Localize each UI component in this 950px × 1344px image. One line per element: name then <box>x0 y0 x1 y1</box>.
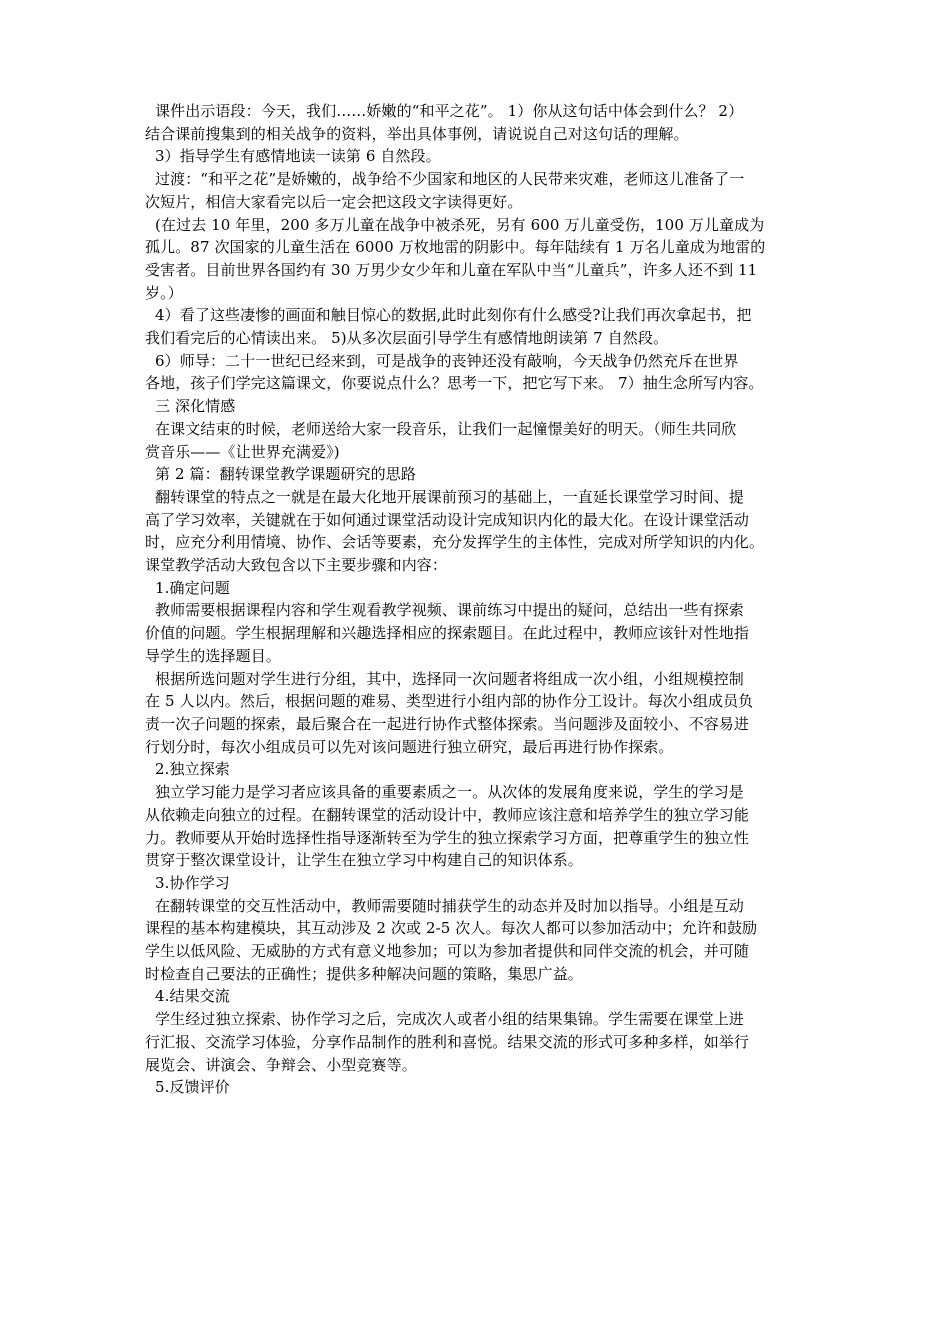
text-line: 课程的基本构建模块，其互动涉及 2 次或 2-5 次人。每次人都可以参加活动中；允许和鼓励 <box>145 919 758 938</box>
text-line: 行划分时，每次小组成员可以先对该问题进行独立研究，最后再进行协作探索。 <box>145 737 674 756</box>
text-line: 独立学习能力是学习者应该具备的重要素质之一。从次体的发展角度来说，学生的学习是 <box>155 783 744 802</box>
text-line: 孤儿。87 次国家的儿童生活在 6000 万枚地雷的阴影中。每年陆续有 1 万名儿童成为地雷的 <box>145 238 766 257</box>
text-line: 力。教师要从开始时选择性指导逐渐转至为学生的独立探索学习方面，把尊重学生的独立性 <box>145 828 750 847</box>
section-heading: 三 深化情感 <box>155 397 236 416</box>
text-line: 展览会、讲演会、争辩会、小型竞赛等。 <box>145 1055 417 1074</box>
text-line: 行汇报、交流学习体验，分享作品制作的胜利和喜悦。结果交流的形式可多种多样，如举行 <box>145 1032 750 1051</box>
text-line: 课堂教学活动大致包含以下主要步骤和内容： <box>145 556 448 575</box>
text-line: 时检查自己要法的正确性；提供多种解决问题的策略，集思广益。 <box>145 964 583 983</box>
text-line: 在翻转课堂的交互性活动中，教师需要随时捕获学生的动态并及时加以指导。小组是互动 <box>155 896 744 915</box>
document-page <box>145 100 825 1099</box>
text-line: 结合课前搜集到的相关战争的资料，举出具体事例，请说说自己对这句话的理解。 <box>145 124 689 143</box>
text-line: 责一次子问题的探索，最后聚合在一起进行协作式整体探索。当问题涉及面较小、不容易进 <box>145 714 750 733</box>
step-heading: 4.结果交流 <box>155 987 230 1006</box>
text-line: 岁。） <box>145 283 183 302</box>
step-heading: 1.确定问题 <box>155 578 230 597</box>
text-line: 高了学习效率，关键就在于如何通过课堂活动设计完成知识内化的最大化。在设计课堂活动 <box>145 510 750 529</box>
step-heading: 2.独立探索 <box>155 760 230 779</box>
text-line: 3）指导学生有感情地读一读第 6 自然段。 <box>155 147 441 166</box>
text-line: 赏音乐——《让世界充满爱》) <box>145 442 340 461</box>
text-line: 价值的问题。学生根据理解和兴趣选择相应的探索题目。在此过程中，教师应该针对性地指 <box>145 624 750 643</box>
text-line: 在 5 人以内。然后，根据问题的难易、类型进行小组内部的协作分工设计。每次小组成员负 <box>145 692 754 711</box>
text-line: 4）看了这些凄惨的画面和触目惊心的数据,此时此刻你有什么感受?让我们再次拿起书，把 <box>155 306 752 325</box>
step-heading: 3.协作学习 <box>155 873 230 892</box>
text-line: 翻转课堂的特点之一就是在最大化地开展课前预习的基础上，一直延长课堂学习时间、提 <box>155 487 744 506</box>
text-line: 学生以低风险、无威胁的方式有意义地参加；可以为参加者提供和同伴交流的机会，并可随 <box>145 942 750 961</box>
text-line: 根据所选问题对学生进行分组，其中，选择同一次问题者将组成一次小组，小组规模控制 <box>155 669 744 688</box>
text-line: 6）师导：二十一世纪已经来到，可是战争的丧钟还没有敲响，今天战争仍然充斥在世界 <box>155 351 739 370</box>
text-line: 贯穿于整次课堂设计，让学生在独立学习中构建自己的知识体系。 <box>145 851 583 870</box>
text-line: 课件出示语段：今天，我们……娇嫩的“和平之花”。 1）你从这句话中体会到什么？ 2） <box>155 102 744 120</box>
step-heading: 5.反馈评价 <box>155 1078 230 1097</box>
text-line: 各地，孩子们学完这篇课文，你要说点什么？思考一下，把它写下来。 7）抽生念所写内容。 <box>145 374 764 393</box>
text-line: 受害者。目前世界各国约有 30 万男少女少年和儿童在军队中当“儿童兵”，许多人还不到 11 <box>145 260 758 279</box>
text-line: (在过去 10 年里，200 多万儿童在战争中被杀死，另有 600 万儿童受伤，100 万儿童成为 <box>155 215 765 234</box>
text-line: 时，应充分利用情境、协作、会话等要素，充分发挥学生的主体性，完成对所学知识的内化。 <box>145 533 765 552</box>
text-line: 我们看完后的心情读出来。 5)从多次层面引导学生有感情地朗读第 7 自然段。 <box>145 329 669 348</box>
text-line: 在课文结束的时候，老师送给大家一段音乐，让我们一起憧憬美好的明天。（师生共同欣 <box>155 419 737 438</box>
article-title: 第 2 篇：翻转课堂教学课题研究的思路 <box>155 465 416 484</box>
text-line: 教师需要根据课程内容和学生观看教学视频、课前练习中提出的疑问，总结出一些有探索 <box>155 601 744 620</box>
text-line: 学生经过独立探索、协作学习之后，完成次人或者小组的结果集锦。学生需要在课堂上进 <box>155 1010 744 1029</box>
text-line: 过渡：“和平之花”是娇嫩的，战争给不少国家和地区的人民带来灾难，老师这儿准备了一 <box>155 170 745 189</box>
text-line: 导学生的选择题目。 <box>145 646 281 665</box>
text-line: 次短片，相信大家看完以后一定会把这段文字读得更好。 <box>145 192 523 211</box>
text-line: 从依赖走向独立的过程。在翻转课堂的活动设计中，教师应该注意和培养学生的独立学习能 <box>145 805 750 824</box>
